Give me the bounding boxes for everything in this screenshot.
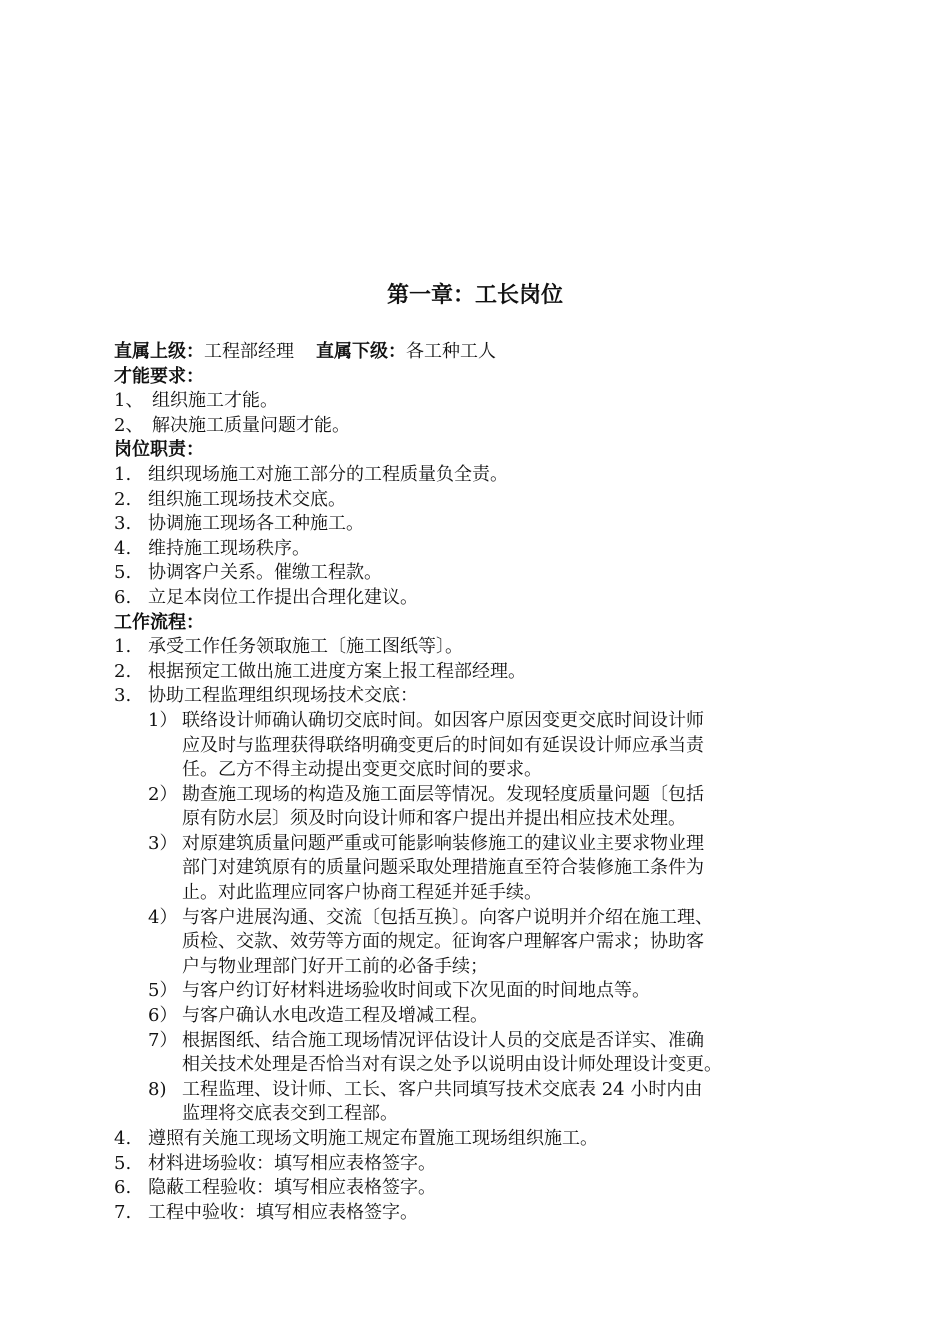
workflow-heading: 工作流程： xyxy=(114,611,204,633)
superior-value: 工程部经理 xyxy=(204,341,294,362)
workflow-item: 3. 协助工程监理组织现场技术交底： xyxy=(114,685,418,707)
workflow-subitem: 4） 与客户进展沟通、交流〔包括互换〕。向客户说明并介绍在施工理、 质检、交款、效劳等方面的规定。征询客户理解客户需求；协助客 户与物业理部门好开工前的必备手续； xyxy=(148,906,713,977)
ability-item: 1、 组织施工才能。 xyxy=(114,390,278,412)
subordinate-label: 直属下级： xyxy=(316,341,406,362)
workflow-subitem: 3） 对原建筑质量问题严重或可能影响装修施工的建议业主要求物业理 部门对建筑原有的质量问题采取处理措施直至符合装修施工条件为 止。对此监理应同客户协商工程延并延手续。 xyxy=(148,832,704,904)
duty-item: 4. 维持施工现场秩序。 xyxy=(114,537,310,559)
duty-item: 1. 组织现场施工对施工部分的工程质量负全责。 xyxy=(114,463,508,485)
workflow-subitem: 1） 联络设计师确认确切交底时间。如因客户原因变更交底时间设计师 应及时与监理获得联络明确变更后的时间如有延误设计师应承当责 任。乙方不得主动提出变更交底时间的要求。 xyxy=(148,709,704,781)
duty-item: 2. 组织施工现场技术交底。 xyxy=(114,488,346,510)
duty-item: 3. 协调施工现场各工种施工。 xyxy=(114,513,364,535)
workflow-item: 6. 隐蔽工程验收：填写相应表格签字。 xyxy=(114,1177,436,1199)
reporting-line xyxy=(114,340,844,365)
workflow-item: 4. 遵照有关施工现场文明施工规定布置施工现场组织施工。 xyxy=(114,1128,598,1149)
chapter-title: 第一章：工长岗位 xyxy=(386,283,563,308)
subordinate-value: 各工种工人 xyxy=(406,341,496,362)
workflow-item: 2. 根据预定工做出施工进度方案上报工程部经理。 xyxy=(114,660,526,682)
workflow-item: 1. 承受工作任务领取施工〔施工图纸等〕。 xyxy=(114,636,463,658)
ability-item: 2、 解决施工质量问题才能。 xyxy=(114,414,350,436)
workflow-subitem: 2） 勘查施工现场的构造及施工面层等情况。发现轻度质量问题〔包括 原有防水层〕须及时向设计师和客户提出并提出相应技术处理。 xyxy=(148,783,704,830)
workflow-subitem: 5） 与客户约订好材料进场验收时间或下次见面的时间地点等。 xyxy=(148,980,650,1002)
document-body xyxy=(114,340,844,1225)
ability-heading: 才能要求： xyxy=(114,365,204,387)
workflow-subitem: 6） 与客户确认水电改造工程及增减工程。 xyxy=(148,1005,488,1027)
duty-item: 5. 协调客户关系。催缴工程款。 xyxy=(114,562,382,584)
duty-item: 6. 立足本岗位工作提出合理化建议。 xyxy=(114,586,418,608)
workflow-subitem: 8) 工程监理、设计师、工长、客户共同填写技术交底表 24 小时内由 监理将交底表交到工程部。 xyxy=(148,1078,703,1125)
duties-heading: 岗位职责： xyxy=(114,439,204,461)
workflow-item: 7. 工程中验收：填写相应表格签字。 xyxy=(114,1201,418,1223)
workflow-item: 5. 材料进场验收：填写相应表格签字。 xyxy=(114,1152,436,1174)
workflow-subitem: 7） 根据图纸、结合施工现场情况评估设计人员的交底是否详实、准确 相关技术处理是否恰当对有误之处予以说明由设计师处理设计变更。 xyxy=(148,1029,722,1076)
superior-label: 直属上级： xyxy=(114,341,204,362)
